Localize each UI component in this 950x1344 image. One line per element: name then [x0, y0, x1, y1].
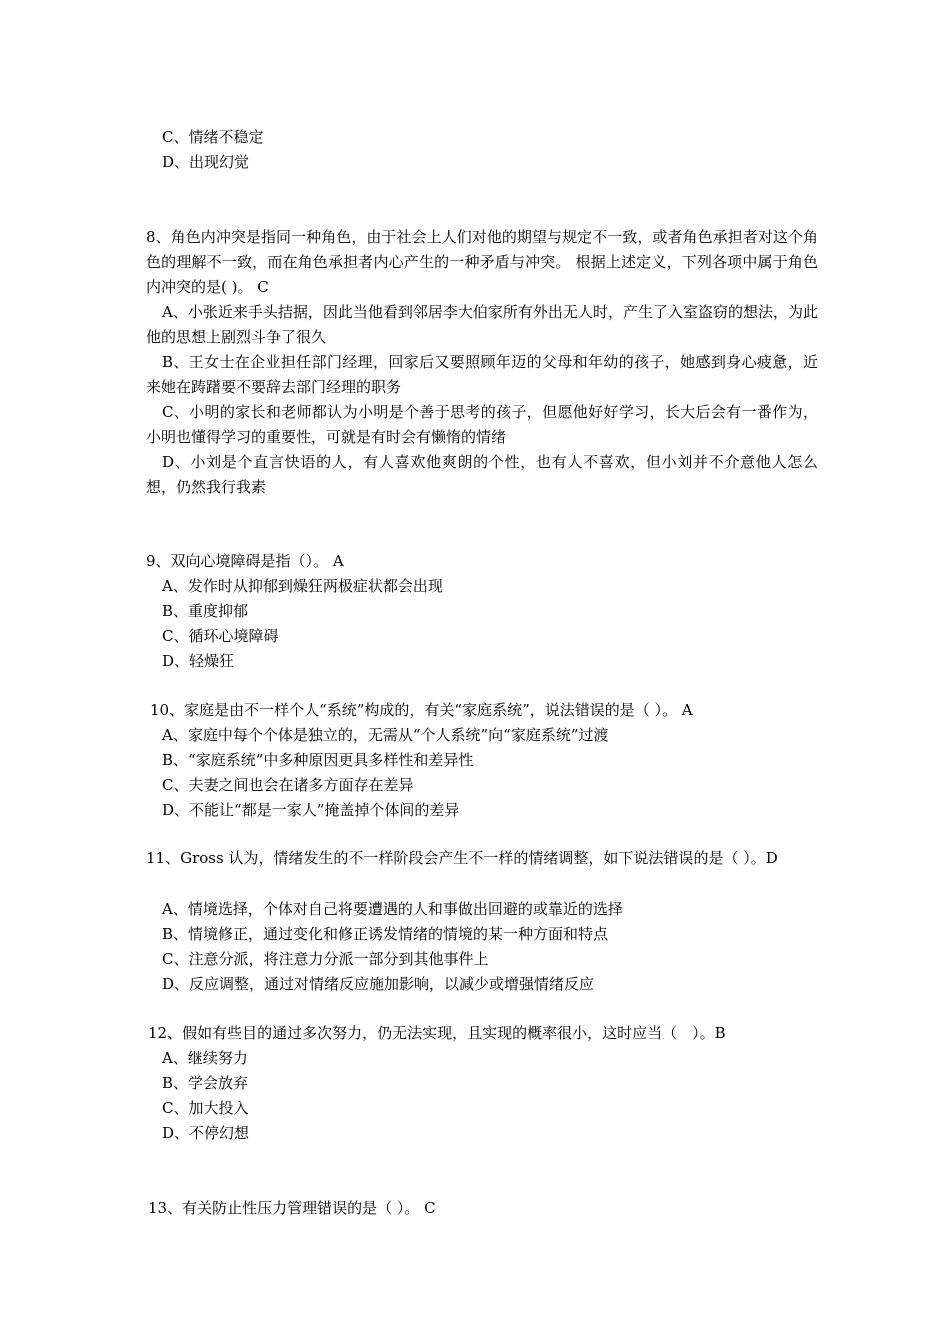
q7-option-c: C、情绪不稳定	[162, 128, 264, 146]
q7-option-d: D、出现幻觉	[162, 153, 250, 171]
q12-option-b: B、学会放弃	[162, 1074, 249, 1092]
q10-option-d: D、不能让“都是一家人”掩盖掉个体间的差异	[162, 801, 460, 819]
q9-stem: 9、双向心境障碍是指（）。 A	[146, 552, 344, 570]
q9-option-d: D、轻燥狂	[162, 652, 235, 670]
q10-option-a: A、家庭中每个个体是独立的，无需从“个人系统”向“家庭系统”过渡	[162, 726, 609, 744]
q8-option-d: D、小刘是个直言快语的人，有人喜欢他爽朗的个性，也有人不喜欢，但小刘并不介意他人怎么想，仍然我行我素	[146, 453, 818, 496]
q10-option-c: C、夫妻之间也会在诸多方面存在差异	[162, 776, 414, 794]
q10-stem: 10、家庭是由不一样个人“系统”构成的，有关“家庭系统”，说法错误的是（ ）。 A	[150, 701, 693, 719]
q8-option-a: A、小张近来手头拮据，因此当他看到邻居李大伯家所有外出无人时，产生了入室盗窃的想法，为此他的思想上剧烈斗争了很久	[146, 303, 818, 346]
q8-stem: 8、角色内冲突是指同一种角色，由于社会上人们对他的期望与规定不一致，或者角色承担者对这个角色的理解不一致，而在角色承担者内心产生的一种矛盾与冲突。 根据上述定义，下列各项中属于角色内冲突的是( )。 C	[146, 228, 818, 296]
q12-option-a: A、继续努力	[162, 1049, 248, 1067]
q12-option-c: C、加大投入	[162, 1099, 249, 1117]
q8-option-c: C、小明的家长和老师都认为小明是个善于思考的孩子，但愿他好好学习，长大后会有一番作为，小明也懂得学习的重要性，可就是有时会有懒惰的情绪	[146, 403, 818, 446]
q11-stem: 11、Gross 认为，情绪发生的不一样阶段会产生不一样的情绪调整，如下说法错误的是（ ）。D	[146, 849, 778, 867]
q12-option-d: D、不停幻想	[162, 1124, 250, 1142]
q9-option-a: A、发作时从抑郁到燥狂两极症状都会出现	[162, 577, 443, 595]
q11-option-d: D、反应调整，通过对情绪反应施加影响，以减少或增强情绪反应	[162, 975, 595, 993]
q9-option-b: B、重度抑郁	[162, 602, 249, 620]
q11-option-b: B、情境修正，通过变化和修正诱发情绪的情境的某一种方面和特点	[162, 925, 609, 943]
q11-option-c: C、注意分派，将注意力分派一部分到其他事件上	[162, 950, 489, 968]
q11-option-a: A、情境选择，个体对自己将要遭遇的人和事做出回避的或靠近的选择	[162, 900, 623, 918]
q10-option-b: B、“家庭系统”中多种原因更具多样性和差异性	[162, 751, 474, 769]
q12-stem: 12、假如有些目的通过多次努力，仍无法实现，且实现的概率很小，这时应当（ ）。B	[148, 1024, 726, 1042]
q9-option-c: C、循环心境障碍	[162, 627, 279, 645]
q8-option-b: B、王女士在企业担任部门经理，回家后又要照顾年迈的父母和年幼的孩子，她感到身心疲惫，近来她在踌躇要不要辞去部门经理的职务	[146, 353, 818, 396]
q13-stem: 13、有关防止性压力管理错误的是（ ）。 C	[148, 1199, 436, 1217]
